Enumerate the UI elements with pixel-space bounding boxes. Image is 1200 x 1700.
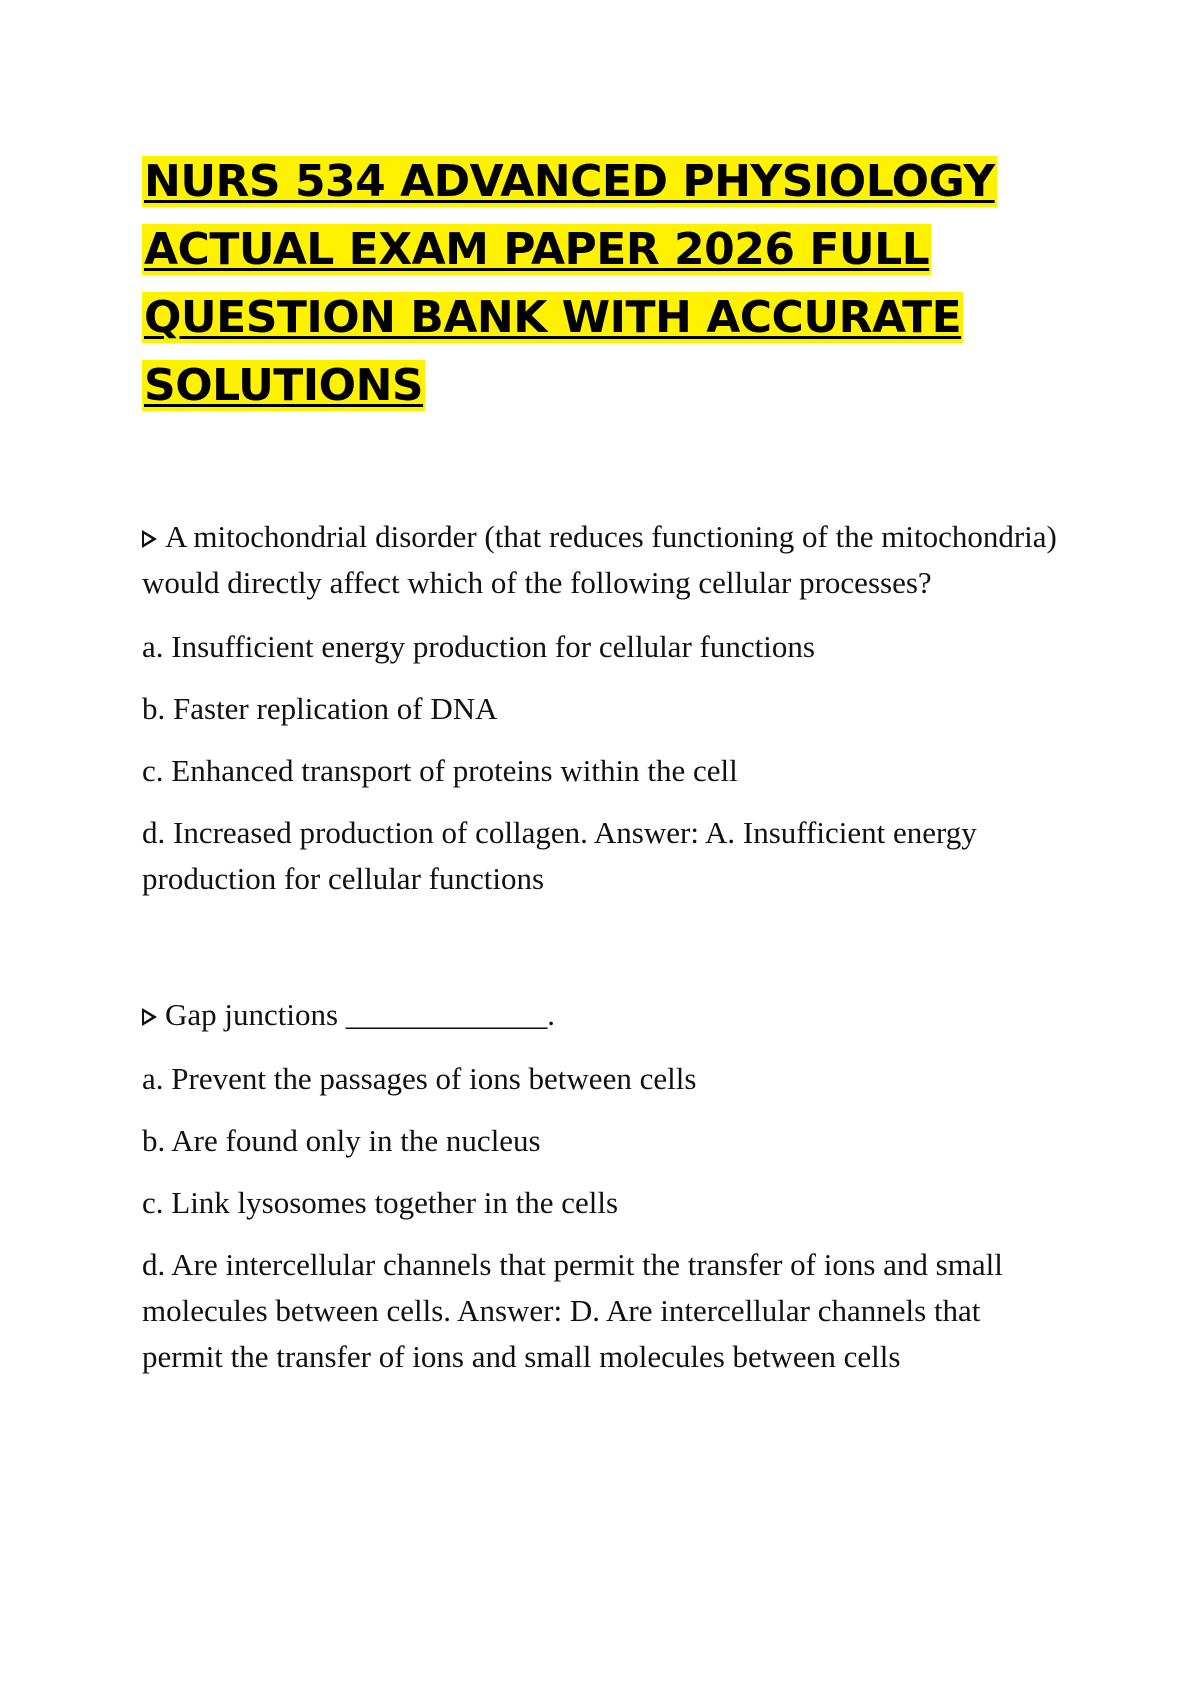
question-block (142, 992, 1062, 1380)
question-block (142, 514, 1062, 902)
title-highlight: NURS 534 ADVANCED PHYSIOLOGY ACTUAL EXAM PAPER 2026 FULL QUESTION BANK WITH ACCURATE SOLUTIONS (144, 156, 995, 411)
answer-option: a. Insufficient energy production for cellular functions (142, 629, 815, 664)
answer-option: c. Link lysosomes together in the cells (142, 1185, 619, 1220)
document-title (142, 148, 1062, 420)
answer-option: d. Increased production of collagen. Answer: A. Insufficient energy production for cellular functions (142, 815, 977, 896)
answer-option: d. Are intercellular channels that permit the transfer of ions and small molecules between cells. Answer: D. Are intercellular channels that permit the transfer of ions and small molecules between cells (142, 1247, 1003, 1374)
question-stem (142, 992, 1062, 1038)
question-stem-text: A mitochondrial disorder (that reduces functioning of the mitochondria) would directly affect which of the following cellular processes? (142, 519, 1057, 600)
answer-option: a. Prevent the passages of ions between cells (142, 1061, 697, 1096)
question-stem (142, 514, 1062, 606)
triangle-arrow-icon (142, 1008, 157, 1026)
answer-option: c. Enhanced transport of proteins within the cell (142, 753, 738, 788)
question-stem-text: Gap junctions _____________. (165, 997, 556, 1032)
answer-option: b. Faster replication of DNA (142, 691, 498, 726)
answer-option: b. Are found only in the nucleus (142, 1123, 541, 1158)
triangle-arrow-icon (142, 530, 157, 548)
document-content (142, 148, 1062, 1396)
